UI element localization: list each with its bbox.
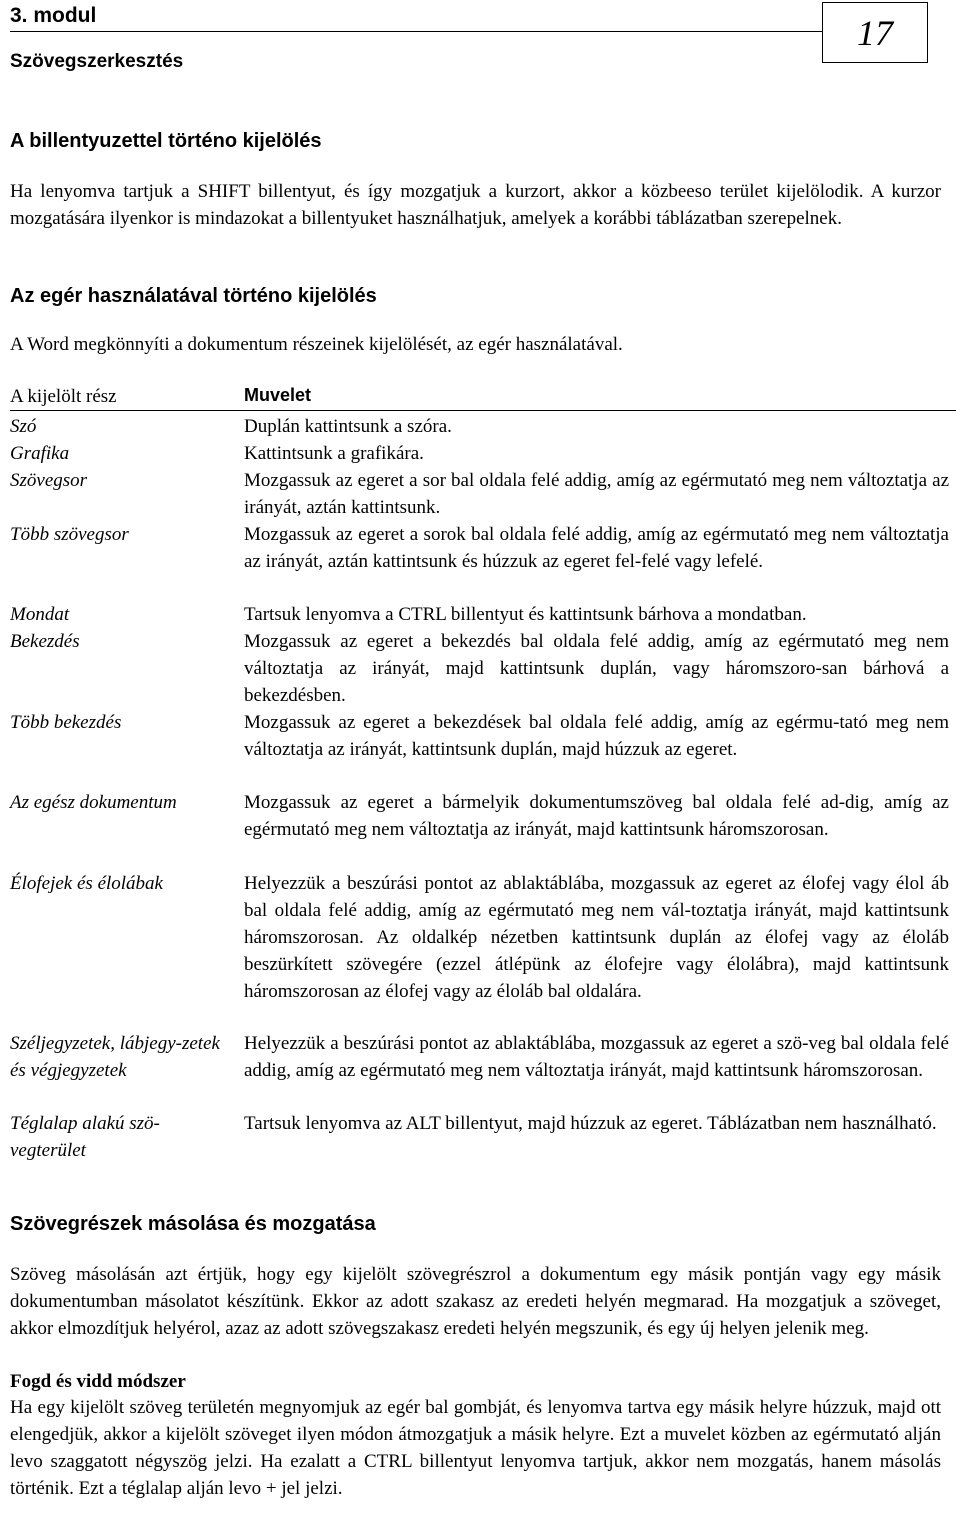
cell-part: Szövegsor <box>10 470 88 491</box>
table-header <box>10 384 956 411</box>
section-title-copy-move: Szövegrészek másolása és mozgatása <box>10 1213 376 1235</box>
paragraph-copy-move: Szöveg másolásán azt értjük, hogy egy kijelölt szövegrészrol a dokumentum egy másik pontján vagy egy másik dokumentumban másolatot készítünk. Ekkor az adott szakasz az eredeti helyén megmarad. Ha mozgatjuk a szöveget, akkor elmozdítjuk helyérol, azaz az adott szövegszakasz eredeti helyén megszunik, és egy új helyen jelenik meg. <box>10 1264 941 1339</box>
cell-action: Tartsuk lenyomva az ALT billentyut, majd húzzuk az egeret. Táblázatban nem használható. <box>244 1113 937 1134</box>
cell-part: Grafika <box>10 443 70 464</box>
paragraph-keyboard-selection: Ha lenyomva tartjuk a SHIFT billentyut, és így mozgatjuk a kurzort, akkor a közbeeso terület kijelölodik. A kurzor mozgatására ilyenkor is mindazokat a billentyuket használhatjuk, amelyek a korábbi táblázatban szerepelnek. <box>10 181 941 229</box>
cell-part: Mondat <box>10 604 70 625</box>
cell-part: Az egész dokumentum <box>10 792 177 813</box>
cell-part: Több szövegsor <box>10 524 129 545</box>
cell-action: Mozgassuk az egeret a sor bal oldala felé addig, amíg az egérmutató meg nem változtatja az irányát, aztán kattintsunk. <box>244 470 949 518</box>
header-rule <box>10 31 822 32</box>
section-title-mouse-selection: Az egér használatával történo kijelölés <box>10 285 377 307</box>
cell-action: Mozgassuk az egeret a bekezdések bal oldala felé addig, amíg az egérmu-tató meg nem változtatja az irányát, kattintsunk duplán, majd húzzuk az egeret. <box>244 712 949 760</box>
cell-action: Helyezzük a beszúrási pontot az ablaktáblába, mozgassuk az egeret az élofej vagy élol áb bal oldala felé addig, amíg az egérmutató meg nem vál-toztatja irányát, majd kattintsunk háromszorosan. Az oldalkép nézetben kattintsunk duplán az élofej vagy az éloláb beszürkített szövegére (ezzel átlépünk az élofejre vagy élolábra), majd kattintsunk háromszorosan az élofej vagy az éloláb bal oldalára. <box>244 873 949 1002</box>
cell-action: Helyezzük a beszúrási pontot az ablaktáblába, mozgassuk az egeret a szö-veg bal oldala felé addig, amíg az egérmutató meg nem változtatja irányát, majd kattintsunk háromszorosan. <box>244 1033 949 1081</box>
cell-part: Szó <box>10 416 37 437</box>
cell-part: Bekezdés <box>10 631 80 652</box>
paragraph-mouse-selection: A Word megkönnyíti a dokumentum részeinek kijelölését, az egér használatával. <box>10 334 623 355</box>
module-subtitle: Szövegszerkesztés <box>10 51 184 72</box>
subheading-drag-drop: Fogd és vidd módszer <box>10 1371 186 1392</box>
page-number: 17 <box>857 12 893 53</box>
section-title-keyboard-selection: A billentyuzettel történo kijelölés <box>10 130 322 152</box>
cell-action: Mozgassuk az egeret a bármelyik dokumentumszöveg bal oldala felé ad-dig, amíg az egérmutató meg nem változtatja az irányát, majd kattintsunk háromszorosan. <box>244 792 949 840</box>
cell-part: Széljegyzetek, lábjegy-zetek és végjegyzetek <box>10 1033 220 1081</box>
cell-action: Duplán kattintsunk a szóra. <box>244 416 452 437</box>
cell-action: Tartsuk lenyomva a CTRL billentyut és kattintsunk bárhova a mondatban. <box>244 604 807 625</box>
cell-action: Kattintsunk a grafikára. <box>244 443 424 464</box>
cell-action: Mozgassuk az egeret a bekezdés bal oldala felé addig, amíg az egérmutató meg nem változtatja az irányát, majd kattintsunk duplán, vagy háromszoro-san bárhová a bekezdésben. <box>244 631 949 706</box>
cell-action: Mozgassuk az egeret a sorok bal oldala felé addig, amíg az egérmutató meg nem változtatja az irányát, aztán kattintsunk és húzzuk az egeret fel-felé vagy lefelé. <box>244 524 949 572</box>
cell-part: Élofejek és élolábak <box>10 873 163 894</box>
paragraph-drag-drop: Ha egy kijelölt szöveg területén megnyomjuk az egér bal gombját, és lenyomva tartva egy másik helyre húzzuk, majd ott elengedjük, akkor a kijelölt szöveget ilyen módon átmozgatjuk a másik helyre. Ezt a muvelet közben az egérmutató alján levo szaggatott négyszög jelzi. Ha ezalatt a CTRL billentyut lenyomva tartjuk, akkor nem mozgatás, hanem másolás történik. Ezt a téglalap alján levo + jel jelzi. <box>10 1397 941 1499</box>
page-number-box <box>822 2 928 63</box>
column-header-action: Muvelet <box>244 385 312 405</box>
column-header-part: A kijelölt rész <box>10 386 117 407</box>
cell-part: Több bekezdés <box>10 712 122 733</box>
cell-part: Téglalap alakú szö-vegterület <box>10 1113 160 1161</box>
module-label: 3. modul <box>10 4 97 27</box>
selection-table <box>10 384 956 1161</box>
